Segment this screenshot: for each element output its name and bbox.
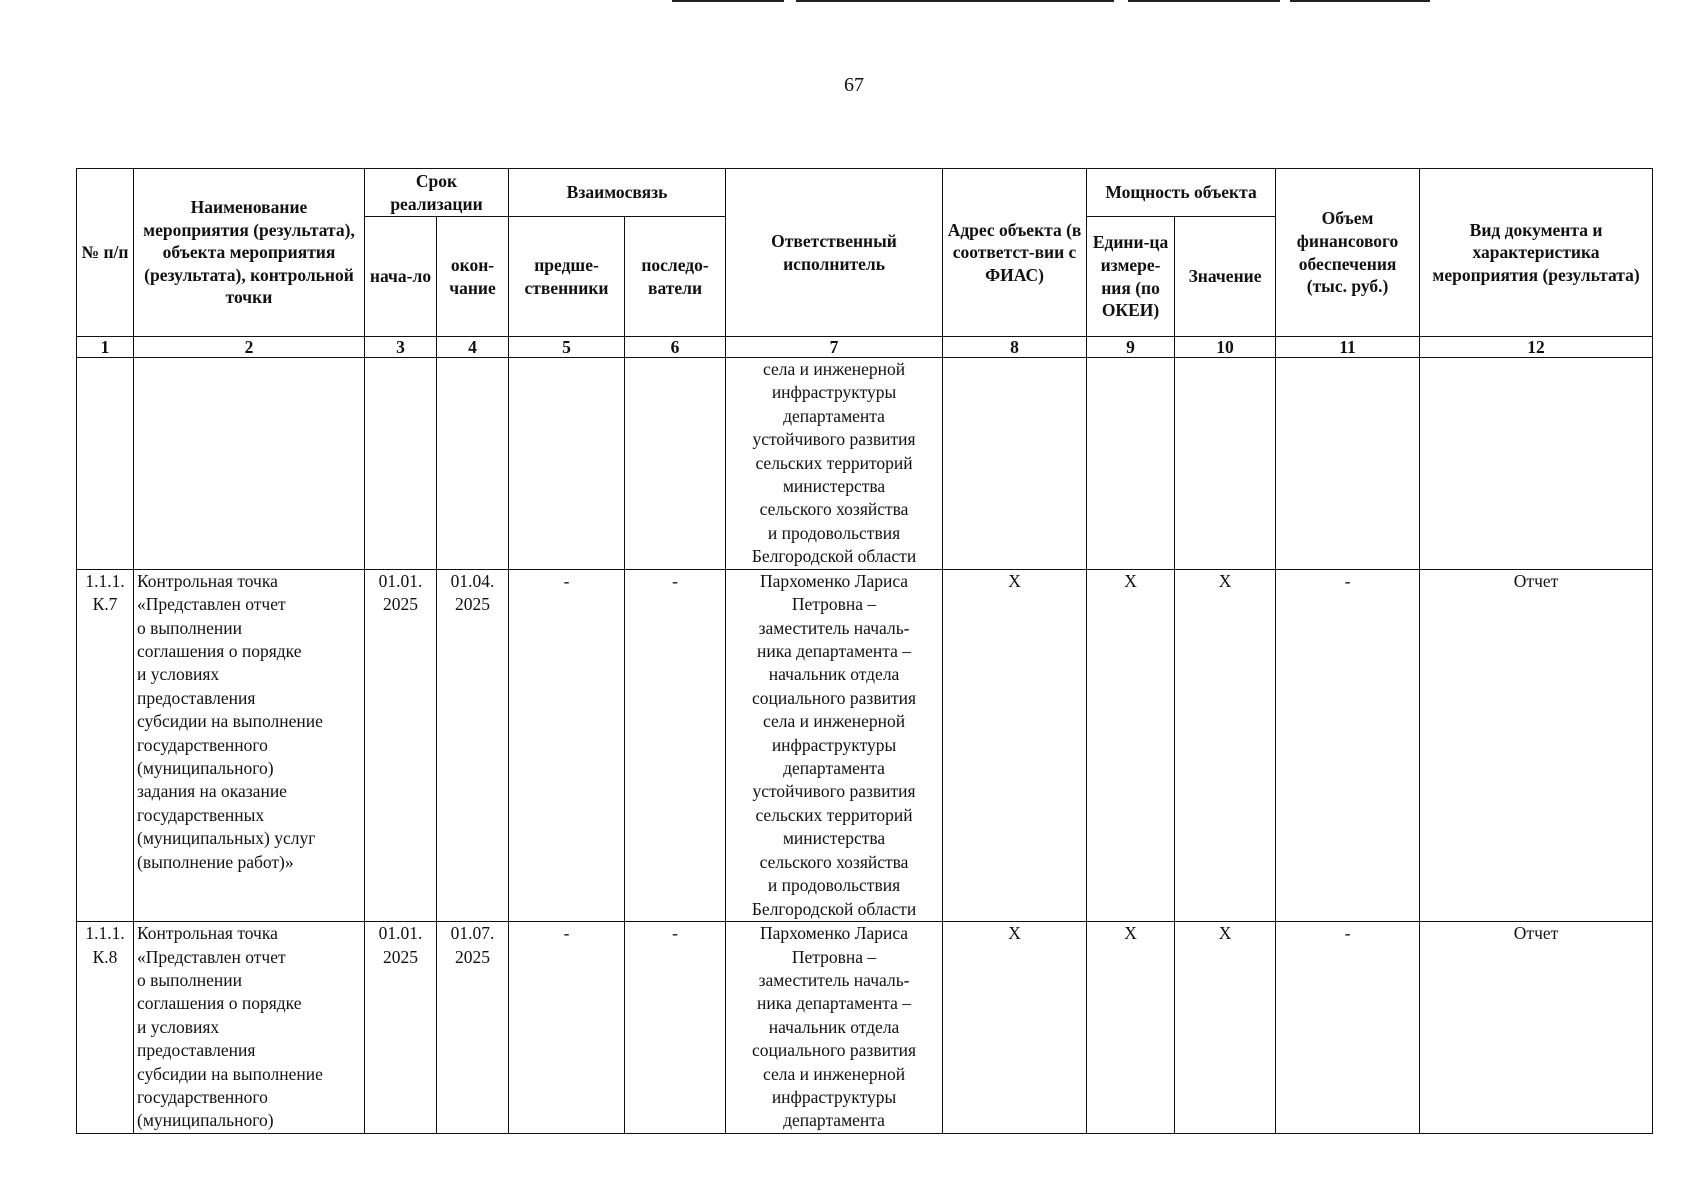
cell-name-line: о выполнении <box>137 969 242 990</box>
cell-name-line: соглашения о порядке <box>137 993 302 1014</box>
header-name-text: Наименование мероприятия (результата), объекта мероприятия (результата), контрольной точки <box>143 197 355 308</box>
cell-next-text: - <box>672 570 678 591</box>
column-number: 2 <box>134 337 365 358</box>
column-number: 12 <box>1420 337 1653 358</box>
cell-executor-line: Белгородской области <box>751 546 917 567</box>
cell-prev-text: - <box>563 570 570 591</box>
cell-executor-line: заместитель началь- <box>758 617 910 638</box>
cell-name-line: Контрольная точка <box>137 923 278 944</box>
cell-executor-line: сельских территорий <box>755 804 913 825</box>
cell-next <box>625 922 726 1134</box>
cell-end-line: 2025 <box>455 946 490 967</box>
cell-name-line: (выполнение работ)» <box>137 851 294 872</box>
cell-finance-text: - <box>1344 570 1351 591</box>
cell-executor-line: социального развития <box>752 1040 917 1061</box>
cell-prev <box>509 922 625 1134</box>
header-link-group <box>509 169 726 217</box>
cell-executor-line: Петровна – <box>791 594 877 615</box>
cell-name-line: «Представлен отчет <box>137 594 286 615</box>
cell-executor-line: Белгородской области <box>751 898 917 919</box>
cell-executor-line: Пархоменко Лариса <box>759 570 909 591</box>
cell-prev-text: - <box>563 923 570 944</box>
cell-name <box>134 358 365 570</box>
header-term-start-text: нача-ло <box>369 266 432 287</box>
cell-executor-line: и продовольствия <box>767 875 901 896</box>
cell-no <box>77 569 134 921</box>
header-executor <box>726 169 943 337</box>
cell-executor-line: начальник отдела <box>768 1016 900 1037</box>
cell-name-line: и условиях <box>137 664 220 685</box>
cell-start-line: 01.01. <box>378 570 423 591</box>
cell-executor <box>726 569 943 921</box>
cell-end-line: 01.07. <box>450 923 495 944</box>
cell-doc-text: Отчет <box>1513 570 1559 591</box>
cell-executor-line: начальник отдела <box>768 664 900 685</box>
cell-finance <box>1276 358 1420 570</box>
cell-no-line: 1.1.1. <box>85 923 125 944</box>
cell-value-text: X <box>1218 923 1232 944</box>
header-name <box>134 169 365 337</box>
cell-name-line: предоставления <box>137 687 256 708</box>
header-value <box>1175 217 1276 337</box>
scan-artifact-line <box>796 0 1114 2</box>
cell-executor-line: социального развития <box>752 687 917 708</box>
header-link-next-text: последо-ватели <box>641 254 709 298</box>
cell-executor-line: департамента <box>783 405 885 426</box>
cell-doc-text: Отчет <box>1513 923 1559 944</box>
cell-name-line: государственного <box>137 734 268 755</box>
header-unit <box>1087 217 1175 337</box>
cell-name-line: соглашения о порядке <box>137 641 302 662</box>
cell-name-line: (муниципальных) услуг <box>137 828 316 849</box>
header-capacity-group-text: Мощность объекта <box>1105 182 1257 203</box>
cell-executor-line: и продовольствия <box>767 522 901 543</box>
cell-finance <box>1276 569 1420 921</box>
cell-start <box>365 922 437 1134</box>
header-term-end <box>437 217 509 337</box>
cell-doc <box>1420 922 1653 1134</box>
cell-executor-line: инфраструктуры <box>771 734 897 755</box>
header-doc-text: Вид документа и характеристика мероприятия (результата) <box>1432 219 1640 285</box>
cell-executor-line: сельского хозяйства <box>759 851 909 872</box>
cell-executor-line: министерства <box>782 828 886 849</box>
cell-executor-line: инфраструктуры <box>771 1087 897 1108</box>
cell-name-line: задания на оказание <box>137 781 287 802</box>
column-number: 4 <box>437 337 509 358</box>
column-number: 8 <box>943 337 1087 358</box>
cell-start <box>365 569 437 921</box>
cell-name-line: субсидии на выполнение <box>137 1063 323 1084</box>
column-number-row <box>77 337 1653 358</box>
cell-executor-line: сельского хозяйства <box>759 499 909 520</box>
cell-executor-line: села и инженерной <box>762 359 906 379</box>
cell-name-line: субсидии на выполнение <box>137 711 323 732</box>
scan-artifact-line <box>1290 0 1430 2</box>
cell-end-line: 01.04. <box>450 570 495 591</box>
cell-name-line: и условиях <box>137 1016 220 1037</box>
cell-no <box>77 358 134 570</box>
cell-executor-line: села и инженерной <box>762 711 906 732</box>
page-number: 67 <box>844 74 864 96</box>
table-row <box>77 358 1653 570</box>
header-link-prev <box>509 217 625 337</box>
column-number: 7 <box>726 337 943 358</box>
cell-finance-text: - <box>1344 923 1351 944</box>
header-capacity-group <box>1087 169 1276 217</box>
cell-doc <box>1420 358 1653 570</box>
cell-executor-line: Пархоменко Лариса <box>759 923 909 944</box>
cell-name <box>134 922 365 1134</box>
header-term-group <box>365 169 509 217</box>
cell-next <box>625 358 726 570</box>
table-body <box>77 358 1653 1134</box>
header-doc <box>1420 169 1653 337</box>
column-number: 6 <box>625 337 726 358</box>
cell-name-line: Контрольная точка <box>137 570 278 591</box>
cell-executor-line: департамента <box>783 1110 885 1131</box>
header-finance <box>1276 169 1420 337</box>
header-unit-text: Едини-ца измере-ния (по ОКЕИ) <box>1092 232 1169 321</box>
cell-unit <box>1087 358 1175 570</box>
header-term-end-text: окон-чание <box>449 254 496 298</box>
cell-executor-line: сельских территорий <box>755 452 913 473</box>
header-value-text: Значение <box>1188 266 1262 287</box>
cell-executor-line: заместитель началь- <box>758 969 910 990</box>
cell-no-line: К.8 <box>92 946 118 967</box>
column-number: 3 <box>365 337 437 358</box>
cell-executor-line: ника департамента – <box>757 993 912 1014</box>
cell-prev <box>509 358 625 570</box>
cell-start-line: 2025 <box>383 594 418 615</box>
cell-value <box>1175 922 1276 1134</box>
cell-no-line: К.7 <box>92 594 118 615</box>
header-executor-text: Ответственный исполнитель <box>771 230 897 274</box>
cell-executor <box>726 922 943 1134</box>
cell-unit <box>1087 922 1175 1134</box>
cell-address-text: X <box>1008 923 1021 944</box>
column-number: 10 <box>1175 337 1276 358</box>
cell-executor-line: села и инженерной <box>762 1063 906 1084</box>
header-address <box>943 169 1087 337</box>
cell-executor-line: департамента <box>783 758 885 779</box>
cell-name-line: государственных <box>137 804 265 825</box>
cell-start-line: 01.01. <box>378 923 423 944</box>
cell-address <box>943 569 1087 921</box>
cell-name-line: (муниципального) <box>137 1110 274 1131</box>
cell-executor-line: министерства <box>782 476 886 497</box>
scan-artifact-line <box>672 0 784 2</box>
cell-unit <box>1087 569 1175 921</box>
cell-executor-line: ника департамента – <box>757 641 912 662</box>
table-row <box>77 922 1653 1134</box>
header-term-start <box>365 217 437 337</box>
cell-name-line: о выполнении <box>137 617 242 638</box>
cell-unit-text: X <box>1124 923 1137 944</box>
header-address-text: Адрес объекта (в соответст-вии с ФИАС) <box>947 219 1082 285</box>
cell-address <box>943 922 1087 1134</box>
cell-name-line: предоставления <box>137 1040 256 1061</box>
column-number: 9 <box>1087 337 1175 358</box>
cell-address <box>943 358 1087 570</box>
cell-value <box>1175 569 1276 921</box>
cell-start-line: 2025 <box>383 946 418 967</box>
cell-prev <box>509 569 625 921</box>
cell-executor-line: Петровна – <box>791 946 877 967</box>
cell-name-line: «Представлен отчет <box>137 946 286 967</box>
cell-end <box>437 922 509 1134</box>
column-number: 1 <box>77 337 134 358</box>
cell-value-text: X <box>1218 570 1232 591</box>
header-no <box>77 169 134 337</box>
cell-address-text: X <box>1008 570 1021 591</box>
cell-end <box>437 569 509 921</box>
cell-end <box>437 358 509 570</box>
cell-executor-line: устойчивого развития <box>752 429 916 450</box>
header-no-text: № п/п <box>81 242 129 263</box>
cell-no <box>77 922 134 1134</box>
cell-name-line: (муниципального) <box>137 758 274 779</box>
cell-finance <box>1276 922 1420 1134</box>
scan-artifact-line <box>1128 0 1280 2</box>
activity-table <box>76 168 1653 1134</box>
cell-unit-text: X <box>1124 570 1137 591</box>
column-number: 11 <box>1276 337 1420 358</box>
cell-next <box>625 569 726 921</box>
cell-no-line: 1.1.1. <box>85 570 125 591</box>
header-link-next <box>625 217 726 337</box>
column-number: 5 <box>509 337 625 358</box>
cell-name <box>134 569 365 921</box>
cell-start <box>365 358 437 570</box>
header-link-prev-text: предше-ственники <box>524 254 609 298</box>
cell-name-line: государственного <box>137 1087 268 1108</box>
cell-executor <box>726 358 943 570</box>
header-term-group-text: Срок реализации <box>390 170 483 214</box>
cell-doc <box>1420 569 1653 921</box>
cell-end-line: 2025 <box>455 594 490 615</box>
cell-executor-line: устойчивого развития <box>752 781 916 802</box>
header-link-group-text: Взаимосвязь <box>566 182 668 203</box>
table-row <box>77 569 1653 921</box>
cell-executor-line: инфраструктуры <box>771 382 897 403</box>
cell-value <box>1175 358 1276 570</box>
header-finance-text: Объем финансового обеспечения (тыс. руб.) <box>1296 208 1399 297</box>
cell-next-text: - <box>672 923 678 944</box>
